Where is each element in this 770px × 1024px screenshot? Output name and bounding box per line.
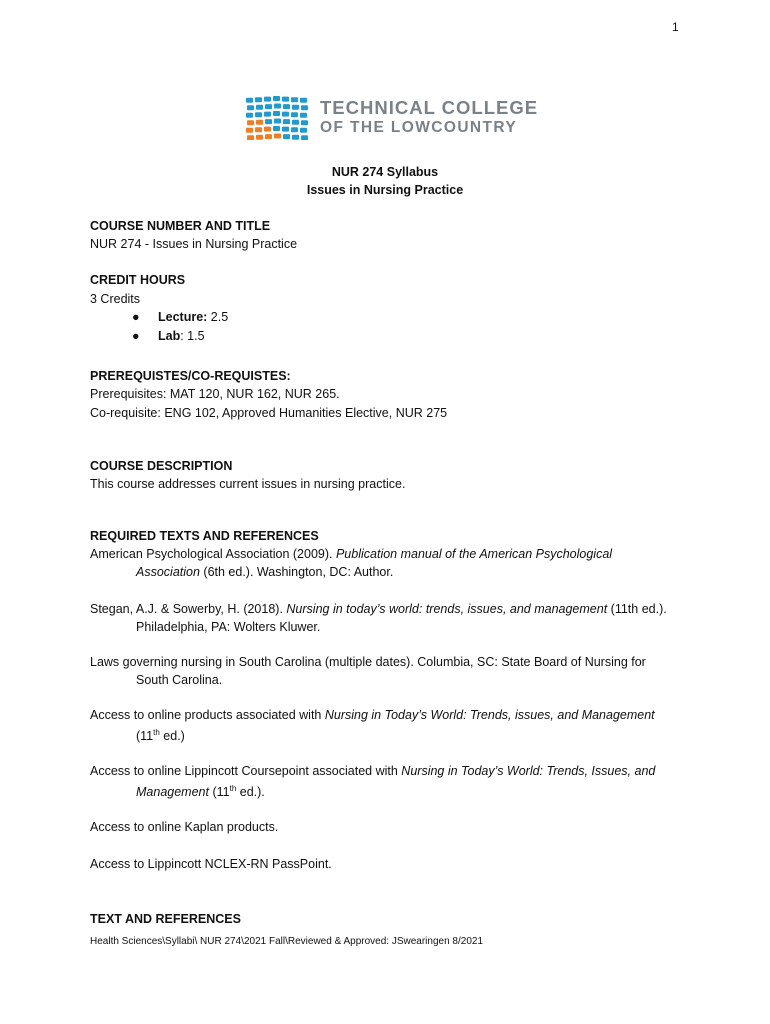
logo-block [274,119,281,124]
logo-block [292,105,299,110]
logo-block [265,104,272,109]
logo-block [292,120,299,125]
logo-block [301,105,308,110]
prereqs-heading: PREREQUISTES/CO-REQUISTES: [90,369,291,383]
logo-block [282,112,289,117]
reference-apa: American Psychological Association (2009). Publication manual of the American Psychological [90,547,613,561]
logo-block [291,127,298,132]
footer-path: Health Sciences\Syllabi\ NUR 274\2021 Fall\Reviewed & Approved: JSwearingen 8/2021 [90,936,484,947]
logo-block [274,104,281,109]
course-number-heading: COURSE NUMBER AND TITLE [90,219,271,233]
reference-sc-laws-cont: South Carolina. [136,673,223,687]
reference-sc-laws: Laws governing nursing in South Carolina (multiple dates). Columbia, SC: State Board of Nursing for [90,655,646,669]
description-text: This course addresses current issues in nursing practice. [90,477,406,491]
logo-block [247,135,254,140]
logo-block [246,113,253,118]
logo-block [300,98,307,103]
logo-block [265,134,272,139]
bullet-icon: ● [132,329,140,343]
logo-block [291,112,298,117]
college-logo [246,96,538,140]
logo-block [264,97,271,102]
credit-hours-text: 3 Credits [90,292,141,306]
logo-block [300,128,307,133]
logo-block [273,96,280,101]
logo-block [264,127,271,132]
logo-block [301,135,308,140]
required-texts-heading: REQUIRED TEXTS AND REFERENCES [90,529,319,543]
logo-block [247,105,254,110]
document-subtitle: Issues in Nursing Practice [306,183,464,197]
text-references-heading: TEXT AND REFERENCES [90,912,241,926]
logo-block [256,120,263,125]
logo-block [274,134,281,139]
logo-block [301,120,308,125]
reference-coursepoint: Access to online Lippincott Coursepoint associated with Nursing in Today’s World: Trends, Issues, and [90,764,656,778]
logo-line-2: OF THE LOWCOUNTRY [320,119,518,136]
logo-block [246,98,253,103]
course-number-text: NUR 274 - Issues in Nursing Practice [90,237,298,251]
logo-block [273,126,280,131]
description-heading: COURSE DESCRIPTION [90,459,233,473]
logo-block [283,119,290,124]
logo-block [255,112,262,117]
logo-block [291,97,298,102]
bullet-icon: ● [132,310,140,324]
reference-coursepoint-cont: Management (11th ed.). [136,784,265,799]
logo-block [282,127,289,132]
logo-grid-icon [246,96,308,140]
reference-apa-cont: Association (6th ed.). Washington, DC: Author. [136,565,394,579]
reference-online-products-cont: (11th ed.) [136,728,185,743]
prereqs-line: Prerequisites: MAT 120, NUR 162, NUR 265. [90,387,340,401]
logo-line-1: TECHNICAL COLLEGE [320,97,539,118]
logo-block [265,119,272,124]
reference-stegan: Stegan, A.J. & Sowerby, H. (2018). Nursing in today’s world: trends, issues, and management (11th ed.). [90,602,667,616]
reference-kaplan: Access to online Kaplan products. [90,820,279,834]
logo-block [256,135,263,140]
logo-block [283,134,290,139]
logo-block [247,120,254,125]
logo-block [255,97,262,102]
page-number: 1 [672,20,679,34]
logo-block [283,104,290,109]
coreq-line: Co-requisite: ENG 102, Approved Humanities Elective, NUR 275 [90,406,448,420]
logo-block [256,105,263,110]
logo-block [246,128,253,133]
logo-text [320,98,538,138]
document-title: NUR 274 Syllabus [331,165,439,179]
logo-block [292,135,299,140]
logo-block [255,127,262,132]
logo-block [273,111,280,116]
reference-stegan-cont: Philadelphia, PA: Wolters Kluwer. [136,620,321,634]
logo-block [264,112,271,117]
logo-block [282,97,289,102]
lab-hours: Lab: 1.5 [158,329,205,343]
logo-block [300,113,307,118]
lecture-hours: Lecture: 2.5 [158,310,229,324]
credit-hours-heading: CREDIT HOURS [90,273,186,287]
reference-online-products: Access to online products associated with Nursing in Today’s World: Trends, issues, and Management [90,708,655,722]
reference-passpoint: Access to Lippincott NCLEX-RN PassPoint. [90,857,332,871]
